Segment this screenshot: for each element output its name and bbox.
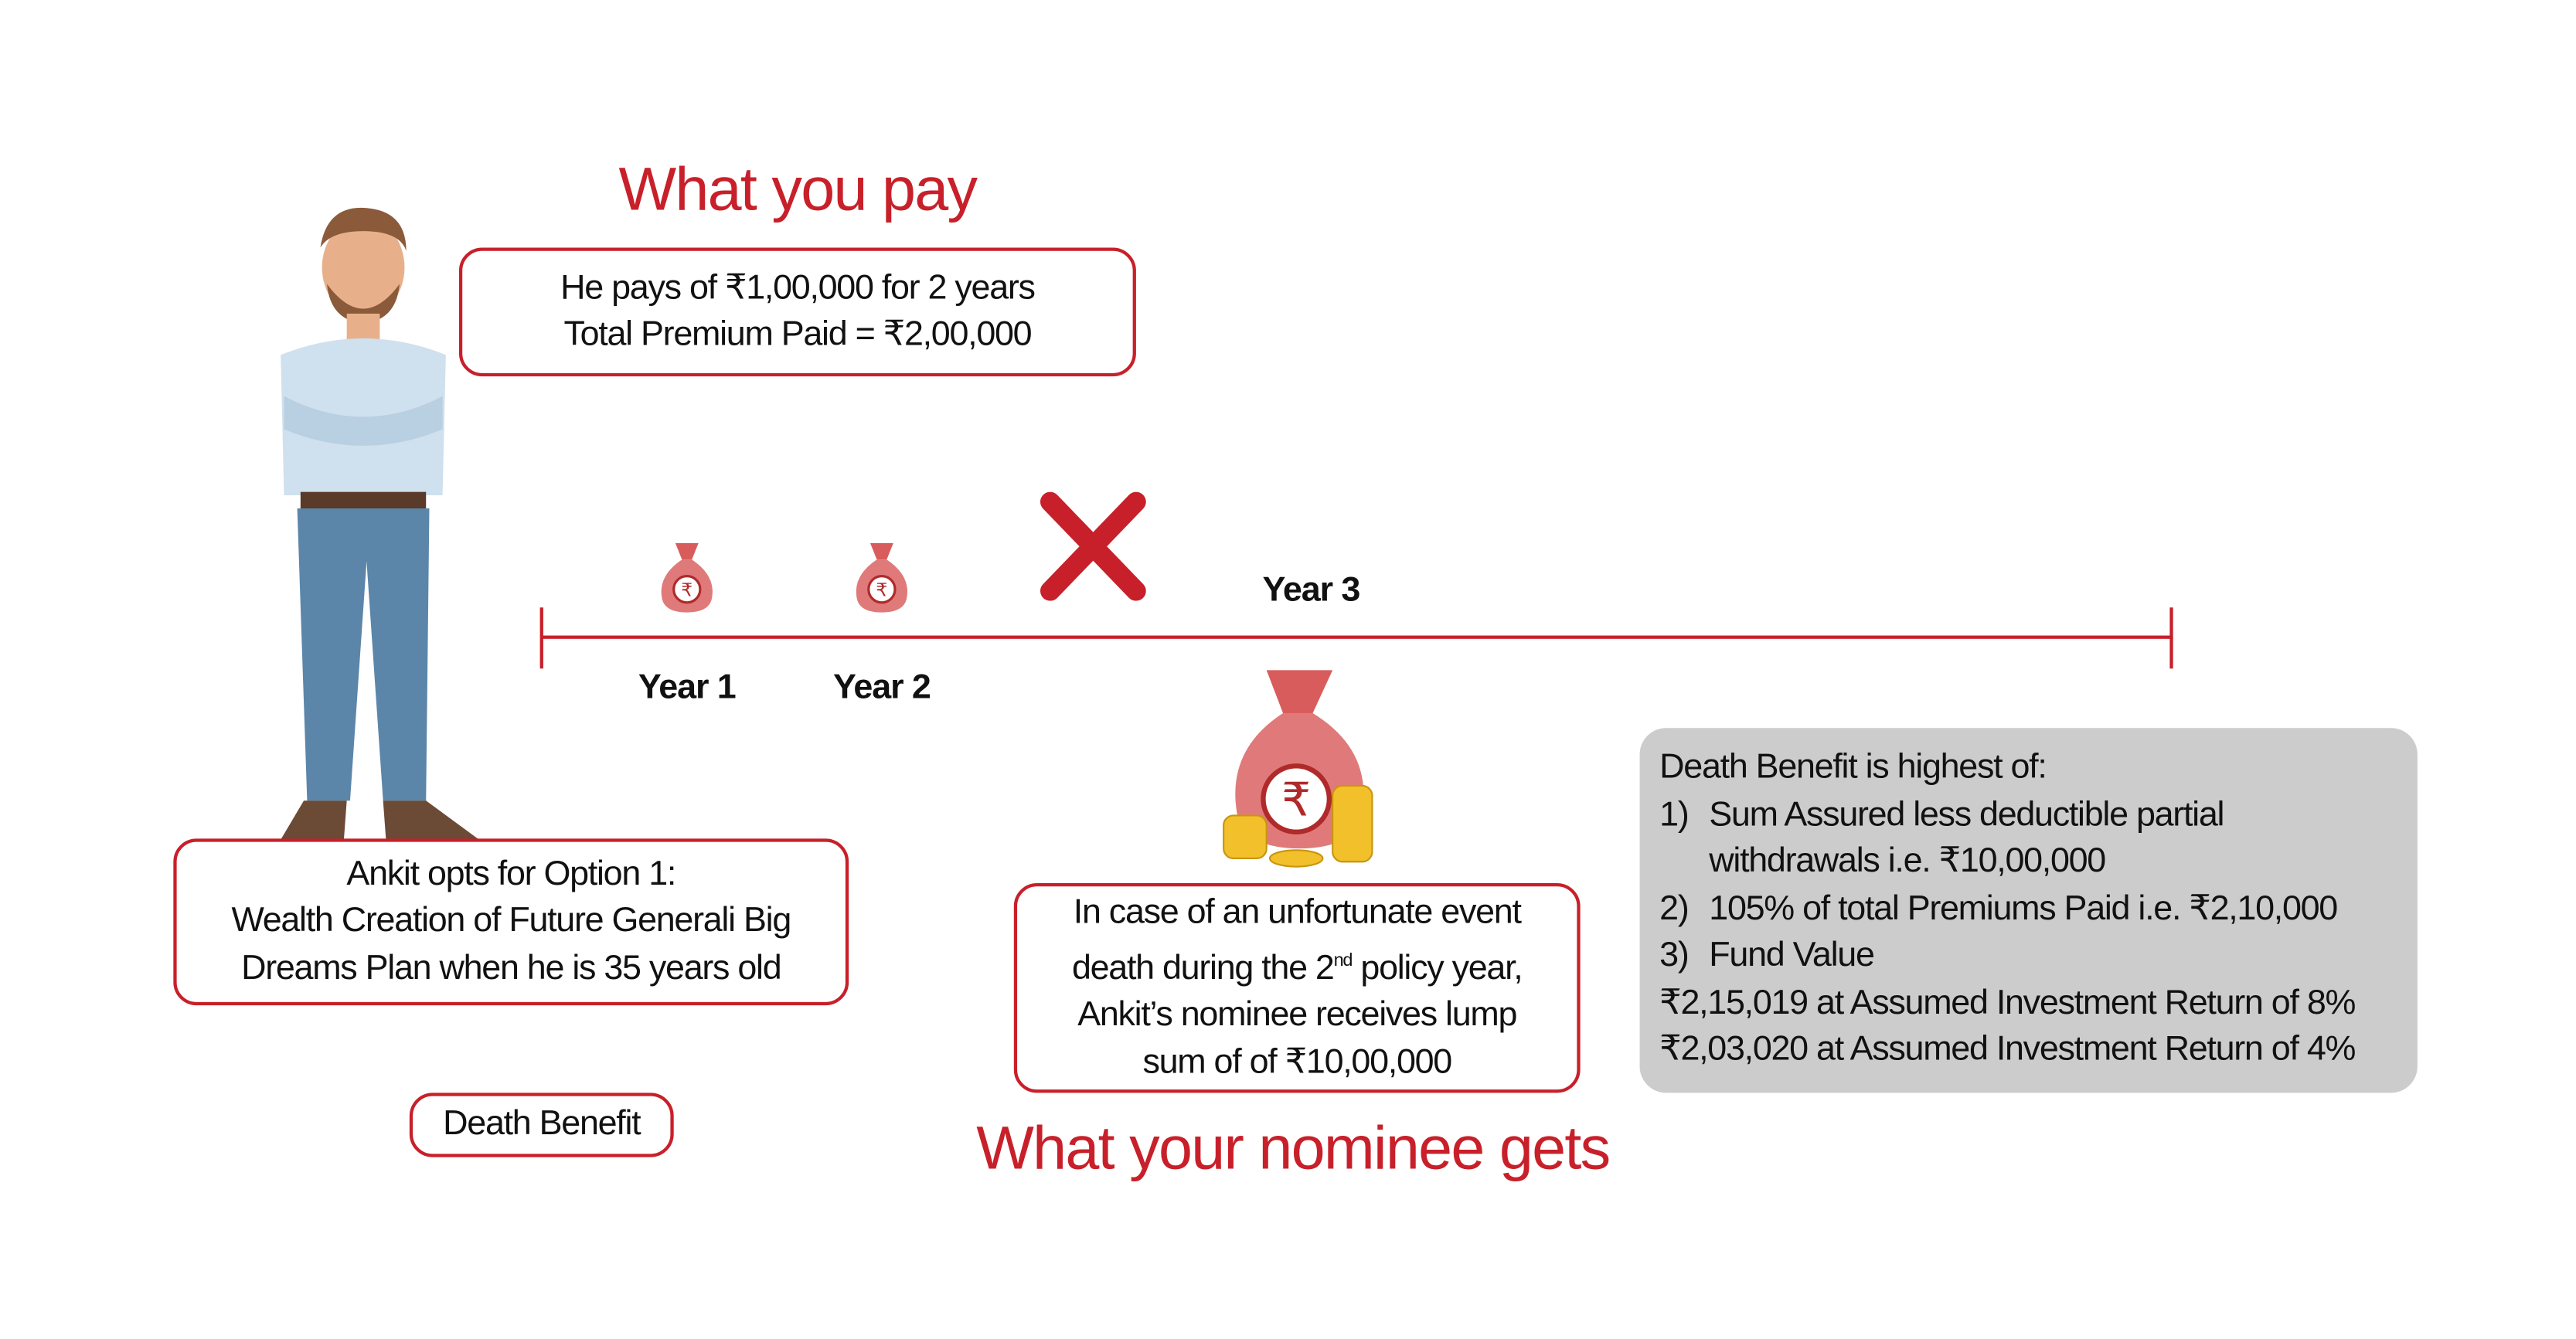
ankit-option-box xyxy=(173,838,849,1005)
svg-text:₹: ₹ xyxy=(681,579,693,600)
money-bag-icon xyxy=(852,536,911,616)
nominee-box xyxy=(1014,883,1581,1093)
benefit-heading: Death Benefit is highest of: xyxy=(1659,747,2047,786)
man-illustration xyxy=(247,198,512,858)
nominee-line-2 xyxy=(1072,936,1523,992)
item-text: 105% of total Premiums Paid i.e. ₹2,10,000 xyxy=(1709,889,2337,927)
item-number: 2) xyxy=(1659,889,1689,927)
nominee-line-2-text: death during the 2 xyxy=(1071,948,1334,987)
year-3-label: Year 3 xyxy=(1262,571,1360,610)
svg-text:₹: ₹ xyxy=(876,579,888,600)
what-nominee-gets-title: What your nominee gets xyxy=(976,1114,1610,1182)
svg-text:₹: ₹ xyxy=(1281,773,1312,826)
nominee-line-4: sum of of ₹10,00,000 xyxy=(1142,1042,1451,1081)
nominee-line-2-text: policy year, xyxy=(1352,948,1523,987)
death-benefit-details-box xyxy=(1640,728,2418,1093)
year-1-label: Year 1 xyxy=(638,668,736,707)
ankit-option-line: Ankit opts for Option 1: xyxy=(346,855,676,893)
benefit-item xyxy=(1659,791,2397,885)
timeline-end-tick xyxy=(2169,607,2173,668)
ankit-age-line: Dreams Plan when he is 35 years old xyxy=(241,948,781,987)
benefit-item xyxy=(1659,933,2397,980)
timeline-start-tick xyxy=(540,607,543,668)
item-number: 3) xyxy=(1659,936,1689,974)
nominee-line-1: In case of an unfortunate event xyxy=(1073,892,1521,931)
money-bag-icon xyxy=(657,536,716,616)
item-text: Fund Value xyxy=(1709,936,1874,974)
ordinal-suffix: nd xyxy=(1333,950,1353,970)
money-bag-with-coins-icon xyxy=(1213,664,1379,872)
cross-icon xyxy=(1037,492,1149,601)
benefit-item xyxy=(1659,885,2397,933)
payment-line: He pays of ₹1,00,000 for 2 years xyxy=(560,268,1035,307)
item-number: 1) xyxy=(1659,794,1689,833)
timeline-line xyxy=(542,636,2173,639)
fund-value-8-percent: ₹2,15,019 at Assumed Investment Return of 8% xyxy=(1659,983,2356,1021)
total-premium-line: Total Premium Paid = ₹2,00,000 xyxy=(563,315,1032,354)
item-text: Sum Assured less deductible partial withdrawals i.e. ₹10,00,000 xyxy=(1709,794,2224,880)
death-benefit-label: Death Benefit xyxy=(410,1093,674,1157)
year-2-label: Year 2 xyxy=(832,668,931,707)
fund-value-4-percent: ₹2,03,020 at Assumed Investment Return of 4% xyxy=(1659,1030,2356,1069)
nominee-line-3: Ankit’s nominee receives lump xyxy=(1077,995,1517,1034)
payment-box xyxy=(459,247,1136,376)
ankit-plan-line: Wealth Creation of Future Generali Big xyxy=(231,902,791,940)
what-you-pay-title: What you pay xyxy=(618,155,977,223)
